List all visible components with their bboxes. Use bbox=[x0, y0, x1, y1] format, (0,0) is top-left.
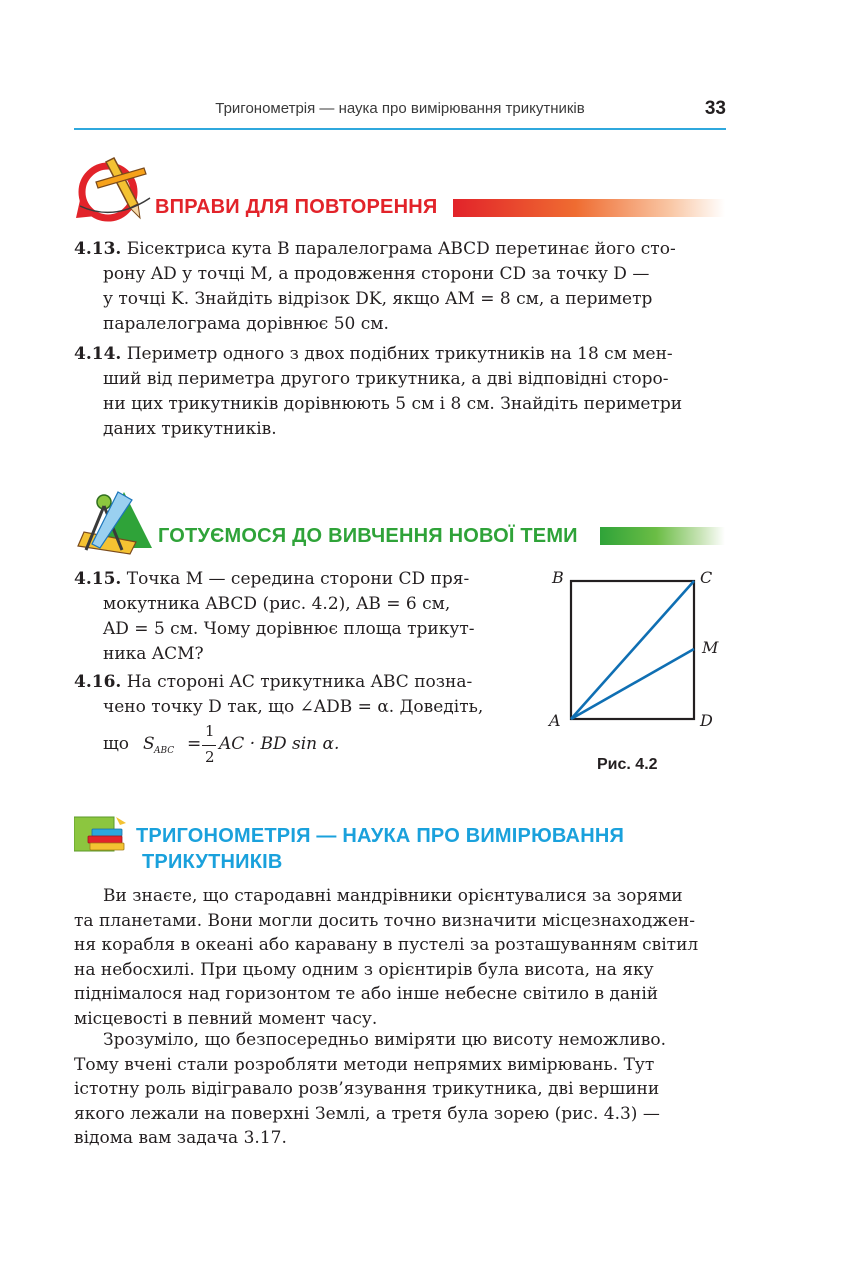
compass-pencil-icon bbox=[74, 152, 154, 230]
exercise-text-line: На стороні AC трикутника ABC позна- bbox=[126, 672, 473, 692]
body-paragraph-1 bbox=[74, 884, 726, 1031]
prep-section-bar bbox=[600, 527, 725, 545]
exercise-text-line: AD = 5 см. Чому дорівнює площа трикут- bbox=[103, 619, 475, 639]
formula-prefix: що bbox=[103, 734, 130, 754]
exercise-text-line: мокутника ABCD (рис. 4.2), AB = 6 см, bbox=[103, 594, 451, 614]
formula-equals: = bbox=[187, 734, 202, 754]
paragraph-line: та планетами. Вони могли досить точно визначити місцезнаходжен- bbox=[74, 910, 695, 931]
topic-section-title-line1: ТРИГОНОМЕТРІЯ — НАУКА ПРО ВИМІРЮВАННЯ bbox=[136, 825, 625, 847]
paragraph-line: якого лежали на поверхні Землі, а третя була зорею (рис. 4.3) — bbox=[74, 1103, 660, 1124]
paragraph-line: на небосхилі. При цьому одним з орієнтирів була висота, на яку bbox=[74, 959, 654, 980]
exercise-text-line: у точці K. Знайдіть відрізок DK, якщо AM = 8 см, а периметр bbox=[103, 289, 653, 309]
formula-subscript: ABC bbox=[154, 746, 175, 756]
paragraph-line: істотну роль відігравало розв’язування трикутника, дві вершини bbox=[74, 1079, 660, 1099]
exercise-4-13 bbox=[74, 237, 755, 337]
exercise-text-line: Периметр одного з двох подібних трикутників на 18 см мен- bbox=[126, 344, 673, 364]
figure-4-2 bbox=[540, 565, 730, 740]
segment-am bbox=[571, 649, 694, 719]
fraction-bar bbox=[202, 745, 216, 746]
formula-numerator: 1 bbox=[205, 722, 215, 740]
exercise-text-line: ший від периметра другого трикутника, а дві відповідні сторо- bbox=[103, 369, 669, 389]
paragraph-line: Тому вчені стали розробляти методи непрямих вимірювань. Тут bbox=[74, 1054, 655, 1075]
point-label-c: C bbox=[700, 568, 713, 587]
exercise-text-line: Бісектриса кута B паралелограма ABCD перетинає його сто- bbox=[126, 239, 676, 259]
exercise-number: 4.14. bbox=[74, 344, 122, 364]
body-paragraph-2 bbox=[74, 1028, 726, 1151]
review-section-title: ВПРАВИ ДЛЯ ПОВТОРЕННЯ bbox=[155, 196, 438, 218]
exercise-text-line: паралелограма дорівнює 50 см. bbox=[103, 314, 389, 334]
paragraph-line: місцевості в певний момент часу. bbox=[74, 1008, 378, 1029]
point-label-a: A bbox=[549, 711, 561, 730]
exercise-4-15 bbox=[74, 567, 553, 667]
prep-section-title: ГОТУЄМОСЯ ДО ВИВЧЕННЯ НОВОЇ ТЕМИ bbox=[158, 525, 578, 547]
formula-denominator: 2 bbox=[205, 748, 215, 766]
books-icon bbox=[74, 815, 130, 859]
paragraph-line: піднімалося над горизонтом те або інше небесне світило в даній bbox=[74, 984, 659, 1004]
review-section-bar bbox=[453, 199, 725, 217]
running-title: Тригонометрія — наука про вимірювання трикутників bbox=[215, 100, 585, 117]
header-rule bbox=[74, 128, 726, 130]
exercise-4-14 bbox=[74, 342, 755, 442]
figure-caption: Рис. 4.2 bbox=[597, 756, 658, 773]
paragraph-line: Зрозуміло, що безпосередньо виміряти цю висоту неможливо. bbox=[103, 1030, 667, 1050]
exercise-text-line: Точка M — середина сторони CD пря- bbox=[126, 569, 470, 589]
paragraph-line: Ви знаєте, що стародавні мандрівники орієнтувалися за зорями bbox=[103, 886, 683, 906]
exercise-number: 4.13. bbox=[74, 239, 122, 259]
area-formula bbox=[103, 722, 403, 772]
exercise-number: 4.15. bbox=[74, 569, 122, 589]
compass-triangle-icon bbox=[74, 488, 154, 558]
exercise-4-16 bbox=[74, 670, 553, 720]
exercise-text-line: ника ACM? bbox=[103, 644, 204, 664]
topic-section-title-line2: ТРИКУТНИКІВ bbox=[142, 851, 283, 873]
exercise-text-line: ни цих трикутників дорівнюють 5 см і 8 см. Знайдіть периметри bbox=[103, 394, 683, 414]
exercise-number: 4.16. bbox=[74, 672, 122, 692]
exercise-text-line: даних трикутників. bbox=[103, 419, 277, 439]
segment-ac bbox=[571, 581, 694, 719]
paragraph-line: відома вам задача 3.17. bbox=[74, 1128, 287, 1148]
point-label-b: B bbox=[552, 568, 564, 587]
paragraph-line: ня корабля в океані або каравану в пустелі за розташуванням світил bbox=[74, 935, 699, 955]
page-number: 33 bbox=[704, 98, 726, 119]
exercise-text-line: рону AD у точці M, а продовження сторони CD за точку D — bbox=[103, 264, 650, 284]
formula-symbol-s: S bbox=[143, 734, 155, 754]
point-label-m: M bbox=[702, 638, 719, 657]
exercise-text-line: чено точку D так, що ∠ADB = α. Доведіть, bbox=[103, 697, 484, 717]
formula-rest: AC · BD sin α. bbox=[219, 734, 340, 754]
point-label-d: D bbox=[700, 711, 713, 730]
